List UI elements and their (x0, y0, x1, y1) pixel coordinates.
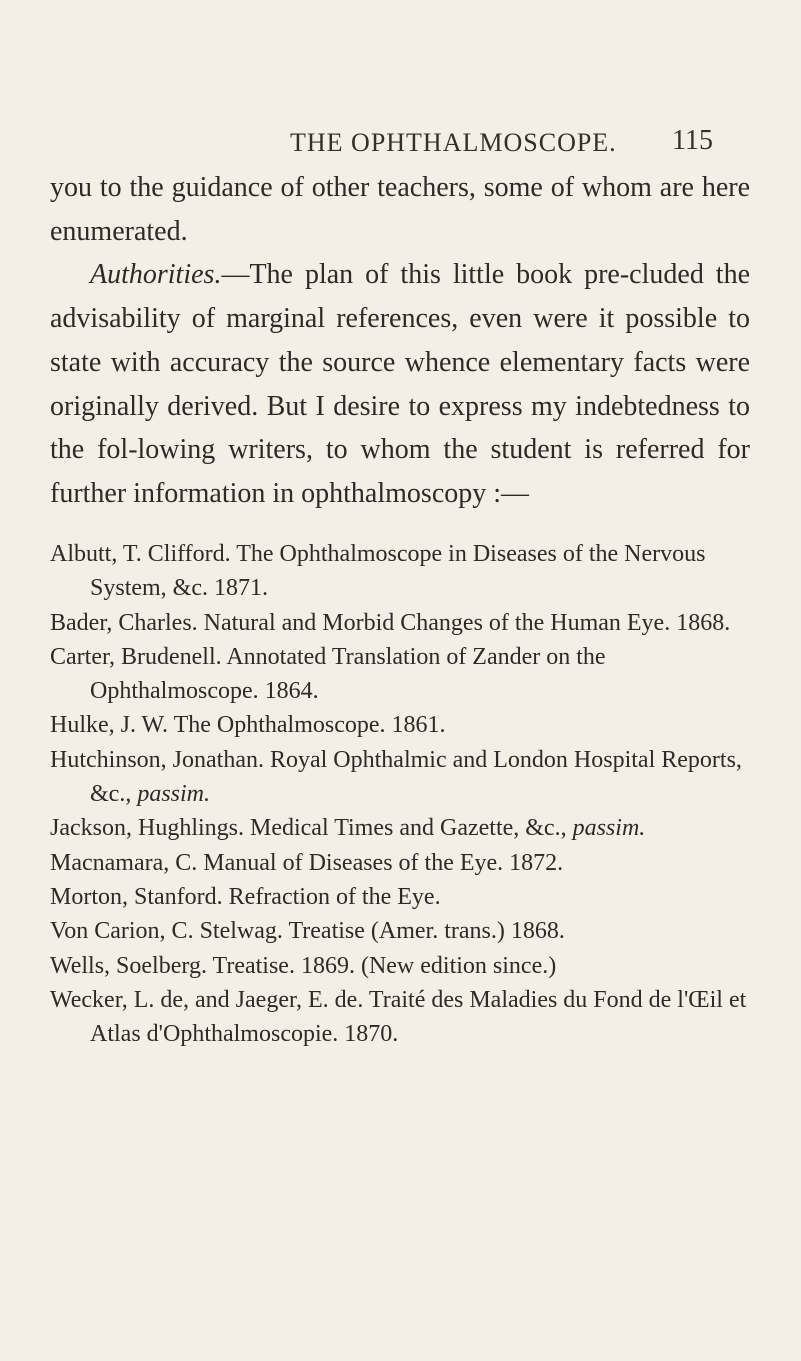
running-title: THE OPHTHALMOSCOPE. (290, 128, 617, 157)
reference-item (50, 606, 752, 640)
page-number: 115 (672, 125, 713, 156)
reference-list (50, 537, 752, 1051)
reference-item (50, 743, 752, 812)
reference-text: Carter, Brudenell. Annotated Translation of Zander on the Ophthalmoscope. 1864. (50, 643, 606, 705)
reference-item (50, 811, 752, 845)
reference-item (50, 949, 752, 983)
reference-item (50, 708, 752, 742)
reference-text: Hutchinson, Jonathan. Royal Ophthalmic and London Hospital Reports, &c., (50, 746, 742, 808)
reference-text: Wells, Soelberg. Treatise. 1869. (New edition since.) (50, 952, 557, 979)
reference-item (50, 914, 752, 948)
reference-text: Macnamara, C. Manual of Diseases of the Eye. 1872. (50, 849, 564, 876)
authorities-paragraph (50, 253, 750, 515)
reference-item (50, 537, 752, 606)
continuation-paragraph: you to the guidance of other teachers, some of whom are here enumerated. (50, 172, 750, 247)
reference-text: Von Carion, C. Stelwag. Treatise (Amer. trans.) 1868. (50, 918, 565, 945)
reference-text: Jackson, Hughlings. Medical Times and Gazette, &c., (50, 815, 573, 842)
reference-italic: passim. (137, 781, 211, 808)
authorities-heading: Authorities. (90, 259, 222, 291)
body-text (50, 166, 750, 516)
authorities-text: —The plan of this little book pre-cluded the advisability of marginal references, even were it possible to state with accuracy the source whence elementary facts were originally derived. But I desire to express my indebtedness to the fol-lowing writers, to whom the student is referred for further information in ophthalmoscopy :— (50, 259, 750, 509)
reference-item (50, 846, 752, 880)
reference-text: Albutt, T. Clifford. The Ophthalmoscope in Diseases of the Nervous System, &c. 1871. (50, 541, 706, 602)
reference-item (50, 880, 752, 914)
reference-text: Wecker, L. de, and Jaeger, E. de. Traité des Maladies du Fond de l'Œil et Atlas d'Ophthalmoscopie. 1870. (50, 986, 747, 1048)
reference-item (50, 983, 752, 1052)
reference-item (50, 640, 752, 709)
reference-text: Bader, Charles. Natural and Morbid Changes of the Human Eye. 1868. (50, 609, 731, 636)
reference-text: Morton, Stanford. Refraction of the Eye. (50, 883, 441, 910)
reference-italic: passim. (572, 815, 646, 842)
reference-text: Hulke, J. W. The Ophthalmoscope. 1861. (50, 712, 446, 739)
